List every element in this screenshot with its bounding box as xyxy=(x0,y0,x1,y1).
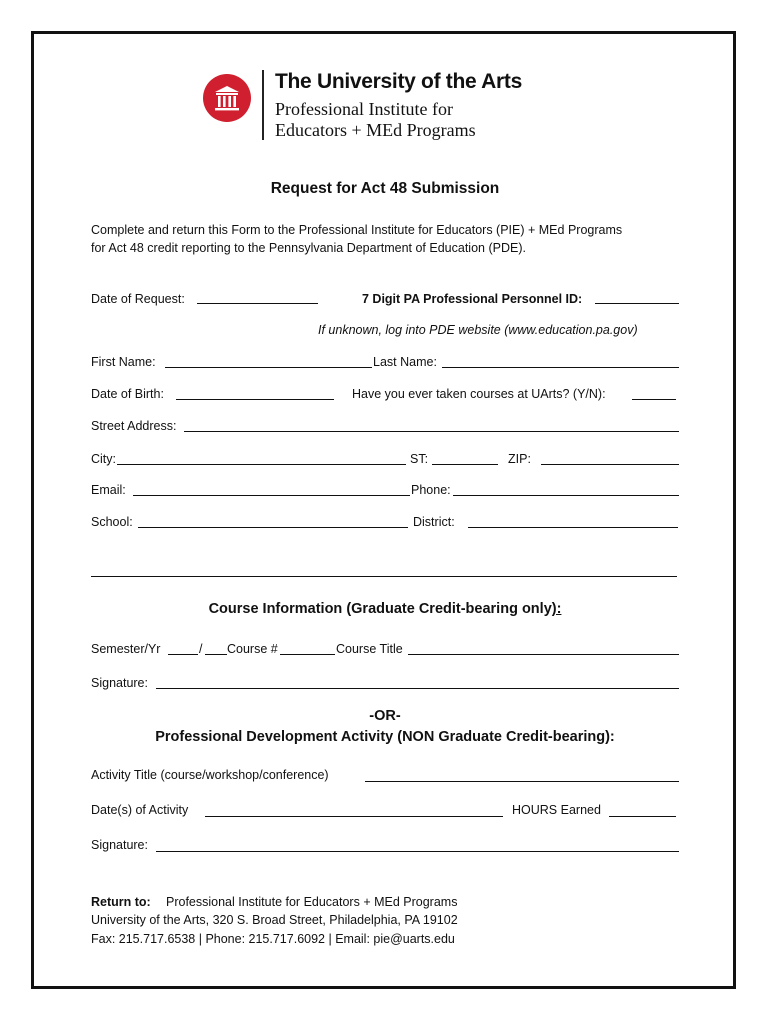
district-field[interactable] xyxy=(468,527,678,528)
form-title: Request for Act 48 Submission xyxy=(270,180,500,197)
phone-label: Phone: xyxy=(411,483,451,497)
street-field[interactable] xyxy=(184,431,679,432)
dob-label: Date of Birth: xyxy=(91,387,164,401)
intro-line-1: Complete and return this Form to the Professional Institute for Educators (PIE) + MEd Programs xyxy=(91,223,623,237)
pd-signature-label: Signature: xyxy=(91,838,148,852)
activity-dates-field[interactable] xyxy=(205,816,503,817)
last-name-field[interactable] xyxy=(442,367,679,368)
course-signature-field[interactable] xyxy=(156,688,679,689)
pd-signature-field[interactable] xyxy=(156,851,679,852)
district-label: District: xyxy=(413,515,455,529)
return-line-1: Professional Institute for Educators + MEd Programs xyxy=(166,895,458,909)
logo-divider xyxy=(262,70,264,140)
first-name-field[interactable] xyxy=(165,367,372,368)
course-title-label: Course Title xyxy=(336,642,403,656)
ppid-note: If unknown, log into PDE website (www.education.pa.gov) xyxy=(318,323,638,337)
taken-courses-field[interactable] xyxy=(632,399,676,400)
return-line-2: University of the Arts, 320 S. Broad Street, Philadelphia, PA 19102 xyxy=(91,913,458,927)
year-field[interactable] xyxy=(205,654,227,655)
hours-field[interactable] xyxy=(609,816,676,817)
section-divider xyxy=(91,576,677,577)
date-request-field[interactable] xyxy=(197,303,318,304)
first-name-label: First Name: xyxy=(91,355,156,369)
state-label: ST: xyxy=(410,452,429,466)
ppid-field[interactable] xyxy=(595,303,679,304)
school-label: School: xyxy=(91,515,133,529)
columns-icon xyxy=(203,74,251,122)
street-label: Street Address: xyxy=(91,419,177,433)
zip-field[interactable] xyxy=(541,464,679,465)
semester-field[interactable] xyxy=(168,654,198,655)
course-title-field[interactable] xyxy=(408,654,679,655)
course-number-field[interactable] xyxy=(280,654,335,655)
phone-field[interactable] xyxy=(453,495,679,496)
course-number-label: Course # xyxy=(227,642,278,656)
email-field[interactable] xyxy=(133,495,410,496)
semester-slash: / xyxy=(199,642,203,656)
pd-heading: Professional Development Activity (NON Graduate Credit-bearing): xyxy=(155,729,615,745)
email-label: Email: xyxy=(91,483,126,497)
activity-title-field[interactable] xyxy=(365,781,679,782)
taken-courses-label: Have you ever taken courses at UArts? (Y/N): xyxy=(352,387,606,401)
return-label: Return to: xyxy=(91,895,151,909)
city-label: City: xyxy=(91,452,116,466)
activity-dates-label: Date(s) of Activity xyxy=(91,803,189,817)
logo-subtitle-2: Educators + MEd Programs xyxy=(275,120,476,140)
ppid-label: 7 Digit PA Professional Personnel ID: xyxy=(362,292,583,306)
school-field[interactable] xyxy=(138,527,408,528)
activity-title-label: Activity Title (course/workshop/conference) xyxy=(91,768,329,782)
city-field[interactable] xyxy=(117,464,406,465)
state-field[interactable] xyxy=(432,464,498,465)
dob-field[interactable] xyxy=(176,399,334,400)
last-name-label: Last Name: xyxy=(373,355,437,369)
date-request-label: Date of Request: xyxy=(91,292,185,306)
course-signature-label: Signature: xyxy=(91,676,148,690)
intro-line-2: for Act 48 credit reporting to the Pennsylvania Department of Education (PDE). xyxy=(91,241,526,255)
logo-subtitle-1: Professional Institute for xyxy=(275,99,453,119)
course-heading: Course Information (Graduate Credit-bearing only): xyxy=(208,601,562,617)
zip-label: ZIP: xyxy=(508,452,531,466)
return-line-3: Fax: 215.717.6538 | Phone: 215.717.6092 | Email: pie@uarts.edu xyxy=(91,932,455,946)
hours-label: HOURS Earned xyxy=(512,803,601,817)
or-separator: -OR- xyxy=(369,708,401,724)
semester-label: Semester/Yr xyxy=(91,642,161,656)
logo-name: The University of the Arts xyxy=(275,70,522,93)
